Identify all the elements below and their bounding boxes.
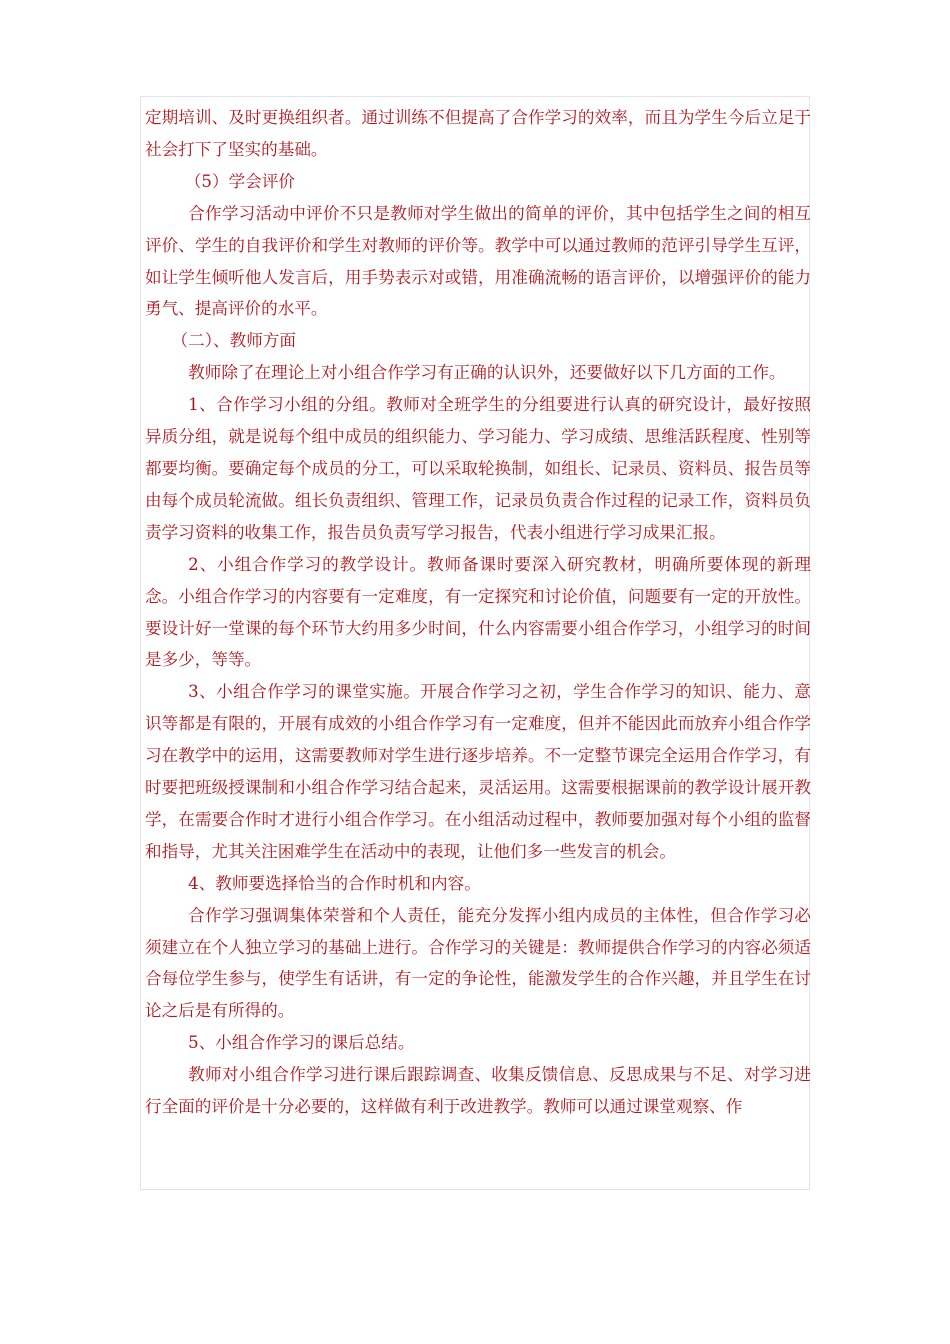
paragraph-item-5-heading: 5、小组合作学习的课后总结。 xyxy=(188,1033,415,1053)
paragraph-evaluation: 合作学习活动中评价不只是教师对学生做出的简单的评价，其中包括学生之间的相互评价、学生的自我评价和学生对教师的评价等。教学中可以通过教师的范评引导学生互评，如让学生倾听他人发言后，用手势表示对或错，用准确流畅的语言评价，以增强评价的能力勇气、提高评价的水平。 xyxy=(145,203,811,319)
paragraph-item-1-grouping: 1、合作学习小组的分组。教师对全班学生的分组要进行认真的研究设计，最好按照异质分组，就是说每个组中成员的组织能力、学习能力、学习成绩、思维活跃程度、性别等都要均衡。要确定每个成员的分工，可以采取轮换制，如组长、记录员、资料员、报告员等由每个成员轮流做。组长负责组织、管理工作，记录员负责合作过程的记录工作，资料员负责学习资料的收集工作，报告员负责写学习报告，代表小组进行学习成果汇报。 xyxy=(145,395,811,542)
paragraph-item-4-body: 合作学习强调集体荣誉和个人责任，能充分发挥小组内成员的主体性，但合作学习必须建立在个人独立学习的基础上进行。合作学习的关键是：教师提供合作学习的内容必须适合每位学生参与，使学生有话讲，有一定的争论性，能激发学生的合作兴趣，并且学生在讨论之后是有所得的。 xyxy=(145,905,811,1021)
paragraph-teacher-intro: 教师除了在理论上对小组合作学习有正确的认识外，还要做好以下几方面的工作。 xyxy=(188,363,786,383)
paragraph-training: 定期培训、及时更换组织者。通过训练不但提高了合作学习的效率，而且为学生今后立足于社会打下了坚实的基础。 xyxy=(145,108,811,159)
document-body xyxy=(145,102,811,1123)
heading-teacher-aspect: （二）、教师方面 xyxy=(171,331,296,351)
heading-learn-evaluation: （5）学会评价 xyxy=(184,171,295,191)
paragraph-item-3-implementation: 3、小组合作学习的课堂实施。开展合作学习之初，学生合作学习的知识、能力、意识等都是有限的，开展有成效的小组合作学习有一定难度，但并不能因此而放弃小组合作学习在教学中的运用，这需要教师对学生进行逐步培养。不一定整节课完全运用合作学习，有时要把班级授课制和小组合作学习结合起来，灵活运用。这需要根据课前的教学设计展开教学，在需要合作时才进行小组合作学习。在小组活动过程中，教师要加强对每个小组的监督和指导，尤其关注困难学生在活动中的表现，让他们多一些发言的机会。 xyxy=(145,682,811,861)
paragraph-item-5-body: 教师对小组合作学习进行课后跟踪调查、收集反馈信息、反思成果与不足、对学习进行全面的评价是十分必要的，这样做有利于改进教学。教师可以通过课堂观察、作 xyxy=(145,1065,811,1117)
paragraph-item-2-design: 2、小组合作学习的教学设计。教师备课时要深入研究教材，明确所要体现的新理念。小组合作学习的内容要有一定难度，有一定探究和讨论价值，问题要有一定的开放性。要设计好一堂课的每个环节大约用多少时间，什么内容需要小组合作学习，小组学习的时间是多少，等等。 xyxy=(145,554,811,670)
paragraph-item-4-heading: 4、教师要选择恰当的合作时机和内容。 xyxy=(188,873,481,893)
